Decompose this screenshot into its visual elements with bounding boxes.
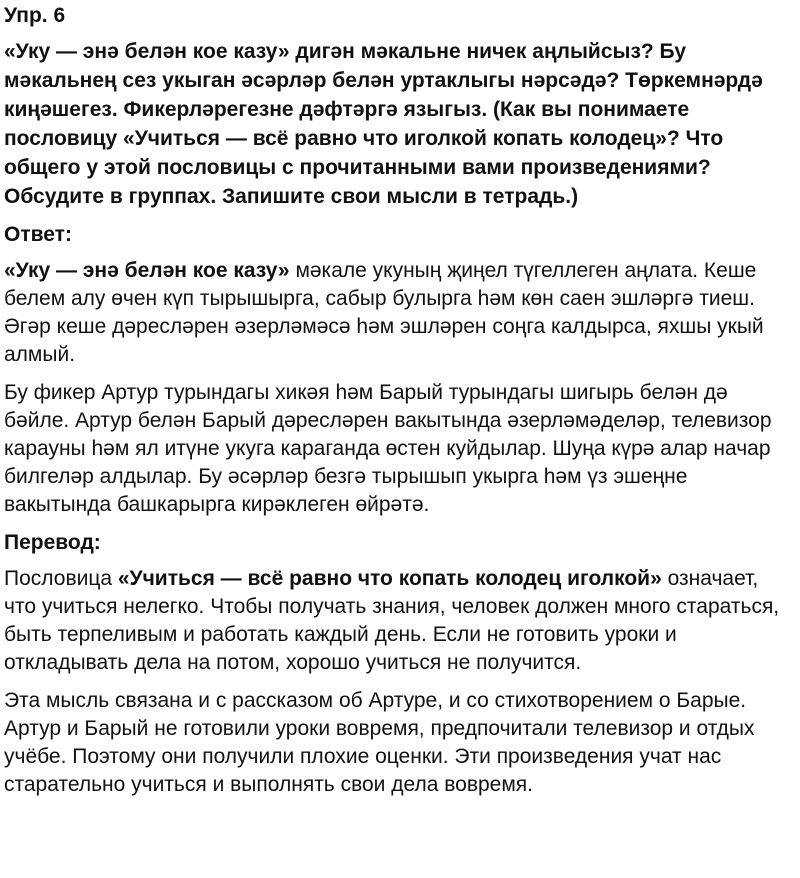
translation-paragraph-1-text: означает, что учиться нелегко. Чтобы получать знания, человек должен много стараться, быть терпеливым и работать каждый день. Если не готовить уроки и откладывать дела на потом, хорошо учиться не получится. (4, 567, 780, 674)
answer-label: Ответ: (4, 223, 72, 246)
answer-paragraph-2: Бу фикер Артур турындагы хикәя һәм Барый турындагы шигырь белән дә бәйле. Артур белән Барый дәресләрен вакытында әзерләмәделәр, телевизор карауны һәм ял итүне укуга караганда өстен куйдылар. Шуңа күрә алар начар билгеләр алдылар. Бу әсәрләр безгә тырышып укырга һәм үз эшеңне вакытында башкарырга кирәклеген өйрәтә. (4, 381, 772, 516)
translation-label: Перевод: (4, 531, 101, 554)
task-text: «Уку — энә белән кое казу» дигән мәкальне ничек аңлыйсыз? Бу мәкальнең сез укыган әсәрләр белән уртаклыгы нәрсәдә? Төркемнәрдә киңәшегез. Фикерләрегезне дәфтәргә языгыз. (Как вы понимаете пословицу «Учиться — всё равно что иголкой копать колодец»? Что общего у этой пословицы с прочитанными вами произведениями? Обсудите в группах. Запишите свои мысли в тетрадь.) (4, 40, 763, 208)
translation-paragraph-2: Эта мысль связана и с рассказом об Артуре, и со стихотворением о Барые. Артур и Барый не готовили уроки вовремя, предпочитали телевизор и отдых учёбе. Поэтому они получили плохие оценки. Эти произведения учат нас старательно учиться и выполнять свои дела вовремя. (4, 689, 755, 796)
exercise-title: Упр. 6 (4, 4, 66, 27)
answer-paragraph-1-text: мәкале укуның җиңел түгеллеген аңлата. Кеше белем алу өчен күп тырышырга, сабыр булырга һәм көн саен эшләргә тиеш. Әгәр кеше дәресләрен әзерләмәсә һәм эшләрен соңга калдырса, яхшы укый алмый. (4, 259, 764, 366)
translation-paragraph-1-start: Пословица (4, 567, 118, 590)
proverb-russian: «Учиться — всё равно что копать колодец иголкой» (117, 567, 662, 590)
answer-paragraph-1 (4, 257, 796, 369)
proverb-tatar: «Уку — энә белән кое казу» (4, 259, 290, 282)
translation-paragraph-1 (4, 565, 796, 677)
